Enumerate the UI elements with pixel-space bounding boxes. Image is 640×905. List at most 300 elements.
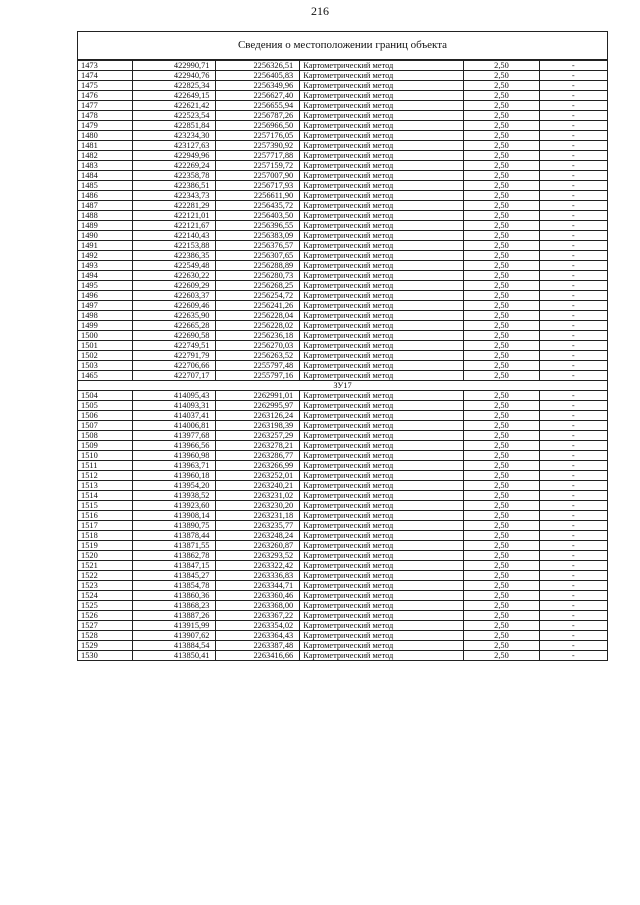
method-cell: Картометрический метод <box>300 251 464 261</box>
x-coordinate-cell: 422649,15 <box>132 91 216 101</box>
point-number-cell: 1518 <box>78 531 133 541</box>
table-row <box>78 511 608 521</box>
precision-cell: 2,50 <box>464 241 539 251</box>
y-coordinate-cell: 2256254,72 <box>216 291 300 301</box>
description-cell: - <box>539 421 607 431</box>
method-cell: Картометрический метод <box>300 521 464 531</box>
x-coordinate-cell: 422386,51 <box>132 181 216 191</box>
point-number-cell: 1509 <box>78 441 133 451</box>
y-coordinate-cell: 2263354,02 <box>216 621 300 631</box>
y-coordinate-cell: 2255797,48 <box>216 361 300 371</box>
y-coordinate-cell: 2257390,92 <box>216 141 300 151</box>
point-number-cell: 1486 <box>78 191 133 201</box>
table-title: Сведения о местоположении границ объекта <box>78 32 608 61</box>
table-row <box>78 161 608 171</box>
x-coordinate-cell: 422153,88 <box>132 241 216 251</box>
description-cell: - <box>539 271 607 281</box>
method-cell: Картометрический метод <box>300 131 464 141</box>
y-coordinate-cell: 2257159,72 <box>216 161 300 171</box>
point-number-cell: 1497 <box>78 301 133 311</box>
description-cell: - <box>539 411 607 421</box>
description-cell: - <box>539 261 607 271</box>
precision-cell: 2,50 <box>464 151 539 161</box>
description-cell: - <box>539 441 607 451</box>
point-number-cell: 1481 <box>78 141 133 151</box>
precision-cell: 2,50 <box>464 421 539 431</box>
point-number-cell: 1502 <box>78 351 133 361</box>
precision-cell: 2,50 <box>464 291 539 301</box>
description-cell: - <box>539 571 607 581</box>
x-coordinate-cell: 422791,79 <box>132 351 216 361</box>
method-cell: Картометрический метод <box>300 121 464 131</box>
precision-cell: 2,50 <box>464 261 539 271</box>
precision-cell: 2,50 <box>464 451 539 461</box>
y-coordinate-cell: 2256288,89 <box>216 261 300 271</box>
x-coordinate-cell: 423234,30 <box>132 131 216 141</box>
point-number-cell: 1505 <box>78 401 133 411</box>
point-number-cell: 1528 <box>78 631 133 641</box>
method-cell: Картометрический метод <box>300 101 464 111</box>
table-row <box>78 451 608 461</box>
y-coordinate-cell: 2263240,21 <box>216 481 300 491</box>
description-cell: - <box>539 561 607 571</box>
precision-cell: 2,50 <box>464 171 539 181</box>
precision-cell: 2,50 <box>464 501 539 511</box>
y-coordinate-cell: 2262995,97 <box>216 401 300 411</box>
boundary-table <box>77 31 608 661</box>
y-coordinate-cell: 2256627,40 <box>216 91 300 101</box>
description-cell: - <box>539 511 607 521</box>
precision-cell: 2,50 <box>464 91 539 101</box>
table-row <box>78 411 608 421</box>
description-cell: - <box>539 231 607 241</box>
description-cell: - <box>539 611 607 621</box>
y-coordinate-cell: 2263230,20 <box>216 501 300 511</box>
table-row <box>78 561 608 571</box>
table-row <box>78 431 608 441</box>
x-coordinate-cell: 413884,54 <box>132 641 216 651</box>
point-number-cell: 1515 <box>78 501 133 511</box>
table-row <box>78 211 608 221</box>
precision-cell: 2,50 <box>464 161 539 171</box>
table-body <box>78 32 608 661</box>
precision-cell: 2,50 <box>464 401 539 411</box>
table-row <box>78 341 608 351</box>
x-coordinate-cell: 422635,90 <box>132 311 216 321</box>
point-number-cell: 1495 <box>78 281 133 291</box>
precision-cell: 2,50 <box>464 541 539 551</box>
method-cell: Картометрический метод <box>300 541 464 551</box>
point-number-cell: 1523 <box>78 581 133 591</box>
description-cell: - <box>539 311 607 321</box>
y-coordinate-cell: 2263126,24 <box>216 411 300 421</box>
precision-cell: 2,50 <box>464 621 539 631</box>
x-coordinate-cell: 413938,52 <box>132 491 216 501</box>
y-coordinate-cell: 2256228,02 <box>216 321 300 331</box>
y-coordinate-cell: 2263266,99 <box>216 461 300 471</box>
point-number-cell: 1499 <box>78 321 133 331</box>
point-number-cell: 1479 <box>78 121 133 131</box>
table-row <box>78 601 608 611</box>
y-coordinate-cell: 2256717,93 <box>216 181 300 191</box>
precision-cell: 2,50 <box>464 351 539 361</box>
table-row <box>78 271 608 281</box>
y-coordinate-cell: 2256403,50 <box>216 211 300 221</box>
precision-cell: 2,50 <box>464 561 539 571</box>
y-coordinate-cell: 2256280,73 <box>216 271 300 281</box>
method-cell: Картометрический метод <box>300 371 464 381</box>
precision-cell: 2,50 <box>464 531 539 541</box>
description-cell: - <box>539 651 607 661</box>
y-coordinate-cell: 2256405,83 <box>216 71 300 81</box>
point-number-cell: 1526 <box>78 611 133 621</box>
table-row <box>78 191 608 201</box>
point-number-cell: 1503 <box>78 361 133 371</box>
description-cell: - <box>539 351 607 361</box>
point-number-cell: 1513 <box>78 481 133 491</box>
point-number-cell: 1522 <box>78 571 133 581</box>
precision-cell: 2,50 <box>464 141 539 151</box>
point-number-cell: 1521 <box>78 561 133 571</box>
table-row <box>78 621 608 631</box>
y-coordinate-cell: 2256396,55 <box>216 221 300 231</box>
y-coordinate-cell: 2263367,22 <box>216 611 300 621</box>
method-cell: Картометрический метод <box>300 611 464 621</box>
y-coordinate-cell: 2256435,72 <box>216 201 300 211</box>
precision-cell: 2,50 <box>464 101 539 111</box>
x-coordinate-cell: 423127,63 <box>132 141 216 151</box>
y-coordinate-cell: 2256787,26 <box>216 111 300 121</box>
table-row <box>78 491 608 501</box>
description-cell: - <box>539 191 607 201</box>
y-coordinate-cell: 2256268,25 <box>216 281 300 291</box>
point-number-cell: 1530 <box>78 651 133 661</box>
description-cell: - <box>539 201 607 211</box>
x-coordinate-cell: 422609,29 <box>132 281 216 291</box>
table-row <box>78 441 608 451</box>
precision-cell: 2,50 <box>464 121 539 131</box>
description-cell: - <box>539 221 607 231</box>
point-number-cell: 1480 <box>78 131 133 141</box>
table-row <box>78 331 608 341</box>
method-cell: Картометрический метод <box>300 511 464 521</box>
precision-cell: 2,50 <box>464 521 539 531</box>
y-coordinate-cell: 2256611,90 <box>216 191 300 201</box>
y-coordinate-cell: 2263416,66 <box>216 651 300 661</box>
method-cell: Картометрический метод <box>300 261 464 271</box>
precision-cell: 2,50 <box>464 281 539 291</box>
table-row <box>78 351 608 361</box>
y-coordinate-cell: 2263364,43 <box>216 631 300 641</box>
method-cell: Картометрический метод <box>300 311 464 321</box>
x-coordinate-cell: 413960,18 <box>132 471 216 481</box>
y-coordinate-cell: 2256263,52 <box>216 351 300 361</box>
x-coordinate-cell: 413915,99 <box>132 621 216 631</box>
method-cell: Картометрический метод <box>300 91 464 101</box>
x-coordinate-cell: 422609,46 <box>132 301 216 311</box>
precision-cell: 2,50 <box>464 651 539 661</box>
description-cell: - <box>539 531 607 541</box>
description-cell: - <box>539 591 607 601</box>
method-cell: Картометрический метод <box>300 471 464 481</box>
point-number-cell: 1514 <box>78 491 133 501</box>
method-cell: Картометрический метод <box>300 161 464 171</box>
point-number-cell: 1519 <box>78 541 133 551</box>
point-number-cell: 1529 <box>78 641 133 651</box>
description-cell: - <box>539 71 607 81</box>
x-coordinate-cell: 422949,96 <box>132 151 216 161</box>
method-cell: Картометрический метод <box>300 441 464 451</box>
precision-cell: 2,50 <box>464 111 539 121</box>
y-coordinate-cell: 2263286,77 <box>216 451 300 461</box>
table-row <box>78 121 608 131</box>
x-coordinate-cell: 413966,56 <box>132 441 216 451</box>
precision-cell: 2,50 <box>464 81 539 91</box>
table-row <box>78 471 608 481</box>
point-number-cell: 1506 <box>78 411 133 421</box>
description-cell: - <box>539 601 607 611</box>
x-coordinate-cell: 413954,20 <box>132 481 216 491</box>
x-coordinate-cell: 413923,60 <box>132 501 216 511</box>
description-cell: - <box>539 371 607 381</box>
x-coordinate-cell: 422630,22 <box>132 271 216 281</box>
table-row <box>78 71 608 81</box>
method-cell: Картометрический метод <box>300 321 464 331</box>
precision-cell: 2,50 <box>464 131 539 141</box>
y-coordinate-cell: 2257176,05 <box>216 131 300 141</box>
table-row <box>78 301 608 311</box>
precision-cell: 2,50 <box>464 311 539 321</box>
point-number-cell: 1498 <box>78 311 133 321</box>
x-coordinate-cell: 422665,28 <box>132 321 216 331</box>
precision-cell: 2,50 <box>464 491 539 501</box>
description-cell: - <box>539 321 607 331</box>
precision-cell: 2,50 <box>464 591 539 601</box>
description-cell: - <box>539 241 607 251</box>
point-number-cell: 1511 <box>78 461 133 471</box>
method-cell: Картометрический метод <box>300 71 464 81</box>
table-row <box>78 141 608 151</box>
point-number-cell: 1501 <box>78 341 133 351</box>
table-row <box>78 101 608 111</box>
table-row <box>78 481 608 491</box>
x-coordinate-cell: 422990,71 <box>132 60 216 71</box>
y-coordinate-cell: 2263257,29 <box>216 431 300 441</box>
y-coordinate-cell: 2256307,65 <box>216 251 300 261</box>
point-number-cell: 1482 <box>78 151 133 161</box>
y-coordinate-cell: 2263231,18 <box>216 511 300 521</box>
y-coordinate-cell: 2263198,39 <box>216 421 300 431</box>
method-cell: Картометрический метод <box>300 591 464 601</box>
x-coordinate-cell: 422523,54 <box>132 111 216 121</box>
y-coordinate-cell: 2263368,00 <box>216 601 300 611</box>
y-coordinate-cell: 2263360,46 <box>216 591 300 601</box>
description-cell: - <box>539 181 607 191</box>
point-number-cell: 1507 <box>78 421 133 431</box>
point-number-cell: 1489 <box>78 221 133 231</box>
y-coordinate-cell: 2256349,96 <box>216 81 300 91</box>
point-number-cell: 1517 <box>78 521 133 531</box>
description-cell: - <box>539 121 607 131</box>
table-row <box>78 391 608 401</box>
point-number-cell: 1474 <box>78 71 133 81</box>
method-cell: Картометрический метод <box>300 561 464 571</box>
method-cell: Картометрический метод <box>300 60 464 71</box>
point-number-cell: 1510 <box>78 451 133 461</box>
precision-cell: 2,50 <box>464 361 539 371</box>
table-row <box>78 91 608 101</box>
method-cell: Картометрический метод <box>300 341 464 351</box>
method-cell: Картометрический метод <box>300 201 464 211</box>
y-coordinate-cell: 2256655,94 <box>216 101 300 111</box>
point-number-cell: 1476 <box>78 91 133 101</box>
point-number-cell: 1493 <box>78 261 133 271</box>
method-cell: Картометрический метод <box>300 601 464 611</box>
x-coordinate-cell: 413868,23 <box>132 601 216 611</box>
y-coordinate-cell: 2256966,50 <box>216 121 300 131</box>
y-coordinate-cell: 2263387,48 <box>216 641 300 651</box>
x-coordinate-cell: 413963,71 <box>132 461 216 471</box>
x-coordinate-cell: 422281,29 <box>132 201 216 211</box>
precision-cell: 2,50 <box>464 571 539 581</box>
description-cell: - <box>539 91 607 101</box>
x-coordinate-cell: 422706,66 <box>132 361 216 371</box>
method-cell: Картометрический метод <box>300 641 464 651</box>
table-row <box>78 531 608 541</box>
point-number-cell: 1524 <box>78 591 133 601</box>
y-coordinate-cell: 2257007,90 <box>216 171 300 181</box>
point-number-cell: 1492 <box>78 251 133 261</box>
precision-cell: 2,50 <box>464 221 539 231</box>
point-number-cell: 1512 <box>78 471 133 481</box>
precision-cell: 2,50 <box>464 251 539 261</box>
method-cell: Картометрический метод <box>300 271 464 281</box>
y-coordinate-cell: 2256241,26 <box>216 301 300 311</box>
method-cell: Картометрический метод <box>300 421 464 431</box>
method-cell: Картометрический метод <box>300 351 464 361</box>
description-cell: - <box>539 551 607 561</box>
method-cell: Картометрический метод <box>300 231 464 241</box>
description-cell: - <box>539 131 607 141</box>
point-number-cell: 1494 <box>78 271 133 281</box>
x-coordinate-cell: 422121,01 <box>132 211 216 221</box>
table-row <box>78 261 608 271</box>
page-number: 216 <box>311 4 329 18</box>
y-coordinate-cell: 2263231,02 <box>216 491 300 501</box>
precision-cell: 2,50 <box>464 631 539 641</box>
table-row <box>78 551 608 561</box>
description-cell: - <box>539 151 607 161</box>
method-cell: Картометрический метод <box>300 151 464 161</box>
method-cell: Картометрический метод <box>300 221 464 231</box>
point-number-cell: 1490 <box>78 231 133 241</box>
table-row <box>78 321 608 331</box>
description-cell: - <box>539 251 607 261</box>
description-cell: - <box>539 521 607 531</box>
table-row <box>78 281 608 291</box>
precision-cell: 2,50 <box>464 641 539 651</box>
description-cell: - <box>539 541 607 551</box>
description-cell: - <box>539 491 607 501</box>
precision-cell: 2,50 <box>464 321 539 331</box>
x-coordinate-cell: 422358,78 <box>132 171 216 181</box>
description-cell: - <box>539 391 607 401</box>
point-number-cell: 1500 <box>78 331 133 341</box>
x-coordinate-cell: 422851,84 <box>132 121 216 131</box>
table-row <box>78 521 608 531</box>
table-row <box>78 641 608 651</box>
description-cell: - <box>539 331 607 341</box>
x-coordinate-cell: 422343,73 <box>132 191 216 201</box>
x-coordinate-cell: 413887,26 <box>132 611 216 621</box>
description-cell: - <box>539 281 607 291</box>
method-cell: Картометрический метод <box>300 241 464 251</box>
method-cell: Картометрический метод <box>300 211 464 221</box>
method-cell: Картометрический метод <box>300 301 464 311</box>
method-cell: Картометрический метод <box>300 581 464 591</box>
method-cell: Картометрический метод <box>300 631 464 641</box>
y-coordinate-cell: 2256326,51 <box>216 60 300 71</box>
method-cell: Картометрический метод <box>300 181 464 191</box>
precision-cell: 2,50 <box>464 551 539 561</box>
table-title-row <box>78 32 608 61</box>
x-coordinate-cell: 422940,76 <box>132 71 216 81</box>
x-coordinate-cell: 422749,51 <box>132 341 216 351</box>
x-coordinate-cell: 422386,35 <box>132 251 216 261</box>
point-number-cell: 1485 <box>78 181 133 191</box>
precision-cell: 2,50 <box>464 461 539 471</box>
description-cell: - <box>539 431 607 441</box>
description-cell: - <box>539 501 607 511</box>
x-coordinate-cell: 413871,55 <box>132 541 216 551</box>
method-cell: Картометрический метод <box>300 531 464 541</box>
point-number-cell: 1488 <box>78 211 133 221</box>
precision-cell: 2,50 <box>464 601 539 611</box>
description-cell: - <box>539 481 607 491</box>
x-coordinate-cell: 414093,31 <box>132 401 216 411</box>
precision-cell: 2,50 <box>464 581 539 591</box>
x-coordinate-cell: 413907,62 <box>132 631 216 641</box>
point-number-cell: 1477 <box>78 101 133 111</box>
x-coordinate-cell: 422825,34 <box>132 81 216 91</box>
x-coordinate-cell: 413960,98 <box>132 451 216 461</box>
point-number-cell: 1491 <box>78 241 133 251</box>
table-row <box>78 371 608 381</box>
method-cell: Картометрический метод <box>300 111 464 121</box>
y-coordinate-cell: 2256376,57 <box>216 241 300 251</box>
precision-cell: 2,50 <box>464 60 539 71</box>
point-number-cell: 1465 <box>78 371 133 381</box>
x-coordinate-cell: 413850,41 <box>132 651 216 661</box>
precision-cell: 2,50 <box>464 71 539 81</box>
method-cell: Картометрический метод <box>300 651 464 661</box>
table-row <box>78 231 608 241</box>
point-number-cell: 1487 <box>78 201 133 211</box>
table-row <box>78 201 608 211</box>
description-cell: - <box>539 101 607 111</box>
x-coordinate-cell: 413854,78 <box>132 581 216 591</box>
method-cell: Картометрический метод <box>300 551 464 561</box>
precision-cell: 2,50 <box>464 341 539 351</box>
x-coordinate-cell: 414037,41 <box>132 411 216 421</box>
description-cell: - <box>539 111 607 121</box>
x-coordinate-cell: 422603,37 <box>132 291 216 301</box>
table-row <box>78 241 608 251</box>
point-number-cell: 1478 <box>78 111 133 121</box>
description-cell: - <box>539 141 607 151</box>
method-cell: Картометрический метод <box>300 281 464 291</box>
precision-cell: 2,50 <box>464 271 539 281</box>
